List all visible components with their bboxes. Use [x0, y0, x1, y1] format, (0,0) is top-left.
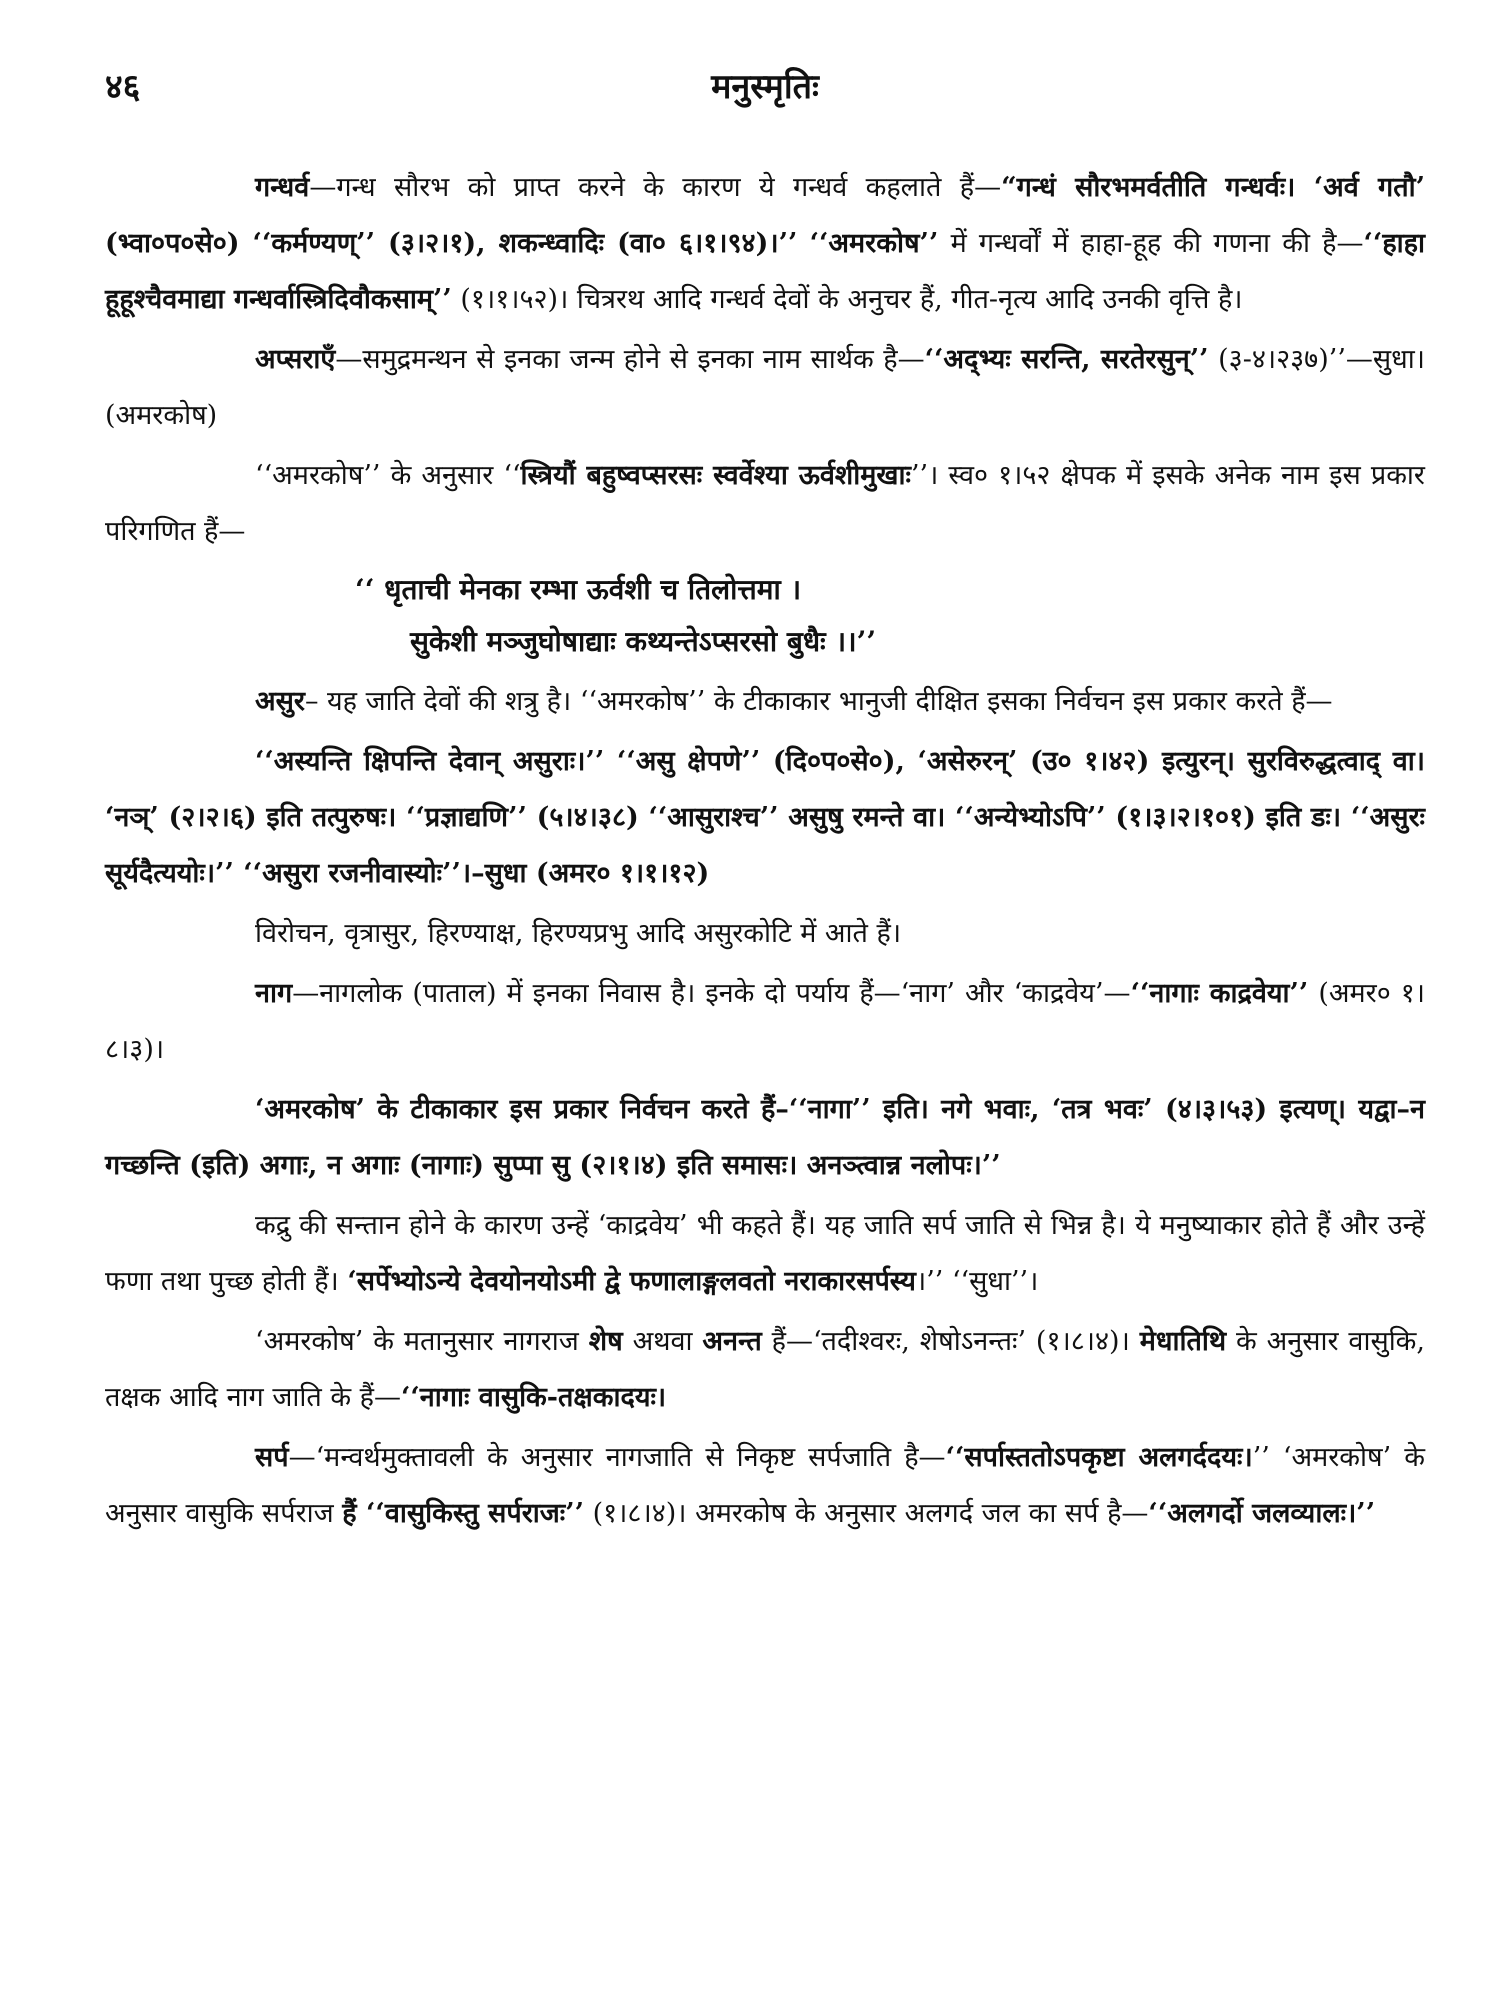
paragraph-kadru: [105, 1198, 1425, 1310]
naga-bold-4: अनन्त: [702, 1326, 762, 1357]
naga-text-1: —नागलोक (पाताल) में इनका निवास है। इनके दो पर्याय हैं—‘नाग’ और ‘काद्रवेय’—: [292, 978, 1131, 1009]
sarpa-text-1: —‘मन्वर्थमुक्तावली के अनुसार नागजाति से निकृष्ट सर्पजाति है—: [288, 1442, 946, 1473]
page-header: [105, 50, 1425, 130]
naga-quote-block: [105, 1082, 1425, 1194]
paragraph-nagaraja: [105, 1314, 1425, 1426]
naga-bold-2: ‘सर्पेभ्योऽन्ये देवयोनयोऽमी द्वे फणालाङ्गलवतो नराकारसर्पस्य: [347, 1266, 916, 1297]
asura-quote-block: [105, 734, 1425, 902]
naga-bold-3: शेष: [588, 1326, 623, 1357]
amarkosh-bold-1: स्त्रियौं बहुष्वप्सरसः स्वर्वेश्या ऊर्वशीमुखाः: [520, 460, 911, 491]
paragraph-amarkosh-apsara: [105, 448, 1425, 560]
naga-text-7: हैं—‘तदीश्वरः, शेषोऽनन्तः’ (१।८।४)।: [761, 1326, 1140, 1357]
naga-quote-text: ‘अमरकोष’ के टीकाकार इस प्रकार निर्वचन करते हैं–‘‘नागा’’ इति। नगे भवाः, ‘तत्र भवः’ (४।३।५३) इत्यण्। यद्वा–न गच्छन्ति (इति) अगाः, न अगाः (नागाः) सुप्पा सु (२।१।४) इति समासः। अनञ्त्वान्न नलोपः।’’: [105, 1094, 1425, 1181]
headword-asura: असुर: [255, 686, 305, 717]
paragraph-naga: [105, 966, 1425, 1078]
naga-quote: [105, 1082, 1425, 1194]
sarpa-text-3: (१।८।४)। अमरकोष के अनुसार अलगर्द जल का सर्प है—: [584, 1498, 1149, 1529]
paragraph-sarpa: [105, 1430, 1425, 1542]
naga-bold-6: ‘‘नागाः वासुकि-तक्षकादयः।: [400, 1382, 667, 1413]
running-title: मनुस्मृतिः: [711, 67, 819, 107]
naga-text-4: ।’’ ‘‘सुधा’’।: [915, 1266, 1039, 1297]
paragraph-asura-examples: विरोचन, वृत्रासुर, हिरण्याक्ष, हिरण्यप्रभु आदि असुरकोटि में आते हैं।: [255, 918, 902, 949]
naga-bold-1: ‘‘नागाः काद्रवेया’’: [1130, 978, 1309, 1009]
sarpa-bold-1: ‘‘सर्पास्ततोऽपकृष्टा अलगर्ददयः।: [945, 1442, 1253, 1473]
asura-quote-text: ‘‘अस्यन्ति क्षिपन्ति देवान् असुराः।’’ ‘‘असु क्षेपणे’’ (दि०प०से०), ‘असेरुरन्’ (उ० १।४२) इत्युरन्। सुरविरुद्धत्वाद् वा। ‘नञ्’ (२।२।६) इति तत्पुरुषः। ‘‘प्रज्ञाद्यणि’’ (५।४।३८) ‘‘आसुराश्च’’ असुषु रमन्ते वा। ‘‘अन्येभ्योऽपि’’ (१।३।२।१०१) इति डः। ‘‘असुरः सूर्यदैत्ययोः।’’ ‘‘असुरा रजनीवास्योः’’।–सुधा (अमर० १।१।१२): [105, 746, 1425, 889]
page-number: ४६: [105, 67, 141, 107]
gandharva-bold-3: ‘‘अमरकोष’’: [809, 228, 939, 259]
verse-line-1: ‘‘ धृताची मेनका रम्भा ऊर्वशी च तिलोत्तमा ।: [355, 573, 802, 606]
headword-gandharva: गन्धर्व: [255, 172, 310, 203]
gandharva-text-1: —गन्ध सौरभ को प्राप्त करने के कारण ये गन्धर्व कहलाते हैं—: [309, 172, 1002, 203]
amarkosh-text-2: ’’। स्व० १।५२ क्षेपक में इसके अनेक नाम इस प्रकार परिगणित हैं—: [105, 460, 1425, 547]
apsara-text-1: —समुद्रमन्थन से इनका जन्म होने से इनका नाम सार्थक है—: [335, 344, 925, 375]
naga-bold-5: मेधातिथि: [1139, 1326, 1227, 1357]
sarpa-bold-3: ‘‘अलगर्दो जलव्यालः।’’: [1148, 1498, 1376, 1529]
asura-quote: [105, 734, 1425, 902]
naga-text-5: ‘अमरकोष’ के मतानुसार नागराज: [255, 1326, 589, 1357]
apsara-text-2: (३-४।२३७)’’—सुधा। (अमरकोष): [105, 344, 1425, 431]
naga-text-2: (अमर० १।८।३)।: [105, 978, 1425, 1065]
gandharva-text-2: में गन्धर्वों में हाहा-हूह की गणना की है—: [938, 228, 1364, 259]
gandharva-bold-1: “गन्धं सौरभमर्वतीति गन्धर्वः।: [1001, 172, 1296, 203]
apsara-bold-1: ‘‘अद्भ्यः सरन्ति, सरतेरसुन्’’: [924, 344, 1209, 375]
asura-text-1: – यह जाति देवों की शत्रु है। ‘‘अमरकोष’’ के टीकाकार भानुजी दीक्षित इसका निर्वचन इस प्रकार करते हैं—: [304, 686, 1333, 717]
sarpa-bold-2: हैं ‘‘वासुकिस्तु सर्पराजः’’: [342, 1498, 585, 1529]
gandharva-text-3: (१।१।५२)। चित्ररथ आदि गन्धर्व देवों के अनुचर हैं, गीत-नृत्य आदि उनकी वृत्ति है।: [451, 284, 1243, 315]
verse-line-2: सुकेशी मञ्जुघोषाद्याः कथ्यन्तेऽप्सरसो बुधैः ।।’’: [410, 625, 877, 658]
sarpa-text-2: ’’ ‘अमरकोष’ के अनुसार वासुकि सर्पराज: [105, 1442, 1425, 1529]
headword-sarpa: सर्प: [255, 1442, 289, 1473]
verse-block: [105, 564, 1425, 668]
gandharva-bold-4: ‘‘हाहा हूहूश्चैवमाद्या गन्धर्वास्त्रिदिवौकसाम्’’: [105, 228, 1425, 315]
page-body: [105, 160, 1425, 1542]
headword-naga: नाग: [255, 978, 293, 1009]
paragraph-asura: [105, 674, 1425, 730]
gandharva-bold-2: ‘अर्व गतौ’ (भ्वा०प०से०) ‘‘कर्मण्यण्’’ (३।२।१), शकन्ध्वादिः (वा० ६।१।९४)।’’: [105, 172, 1425, 259]
naga-text-8: के अनुसार वासुकि, तक्षक आदि नाग जाति के हैं—: [105, 1326, 1426, 1413]
paragraph-gandharva: [105, 160, 1425, 328]
naga-text-6: अथवा: [622, 1326, 703, 1357]
headword-apsara: अप्सराएँ: [255, 344, 336, 375]
paragraph-apsara: [105, 332, 1425, 444]
naga-text-3: कद्रु की सन्तान होने के कारण उन्हें ‘काद्रवेय’ भी कहते हैं। यह जाति सर्प जाति से भिन्न है। ये मनुष्याकार होते हैं और उन्हें फणा तथा पुच्छ होती हैं।: [105, 1210, 1425, 1297]
amarkosh-text-1: ‘‘अमरकोष’’ के अनुसार ‘‘: [255, 460, 521, 491]
